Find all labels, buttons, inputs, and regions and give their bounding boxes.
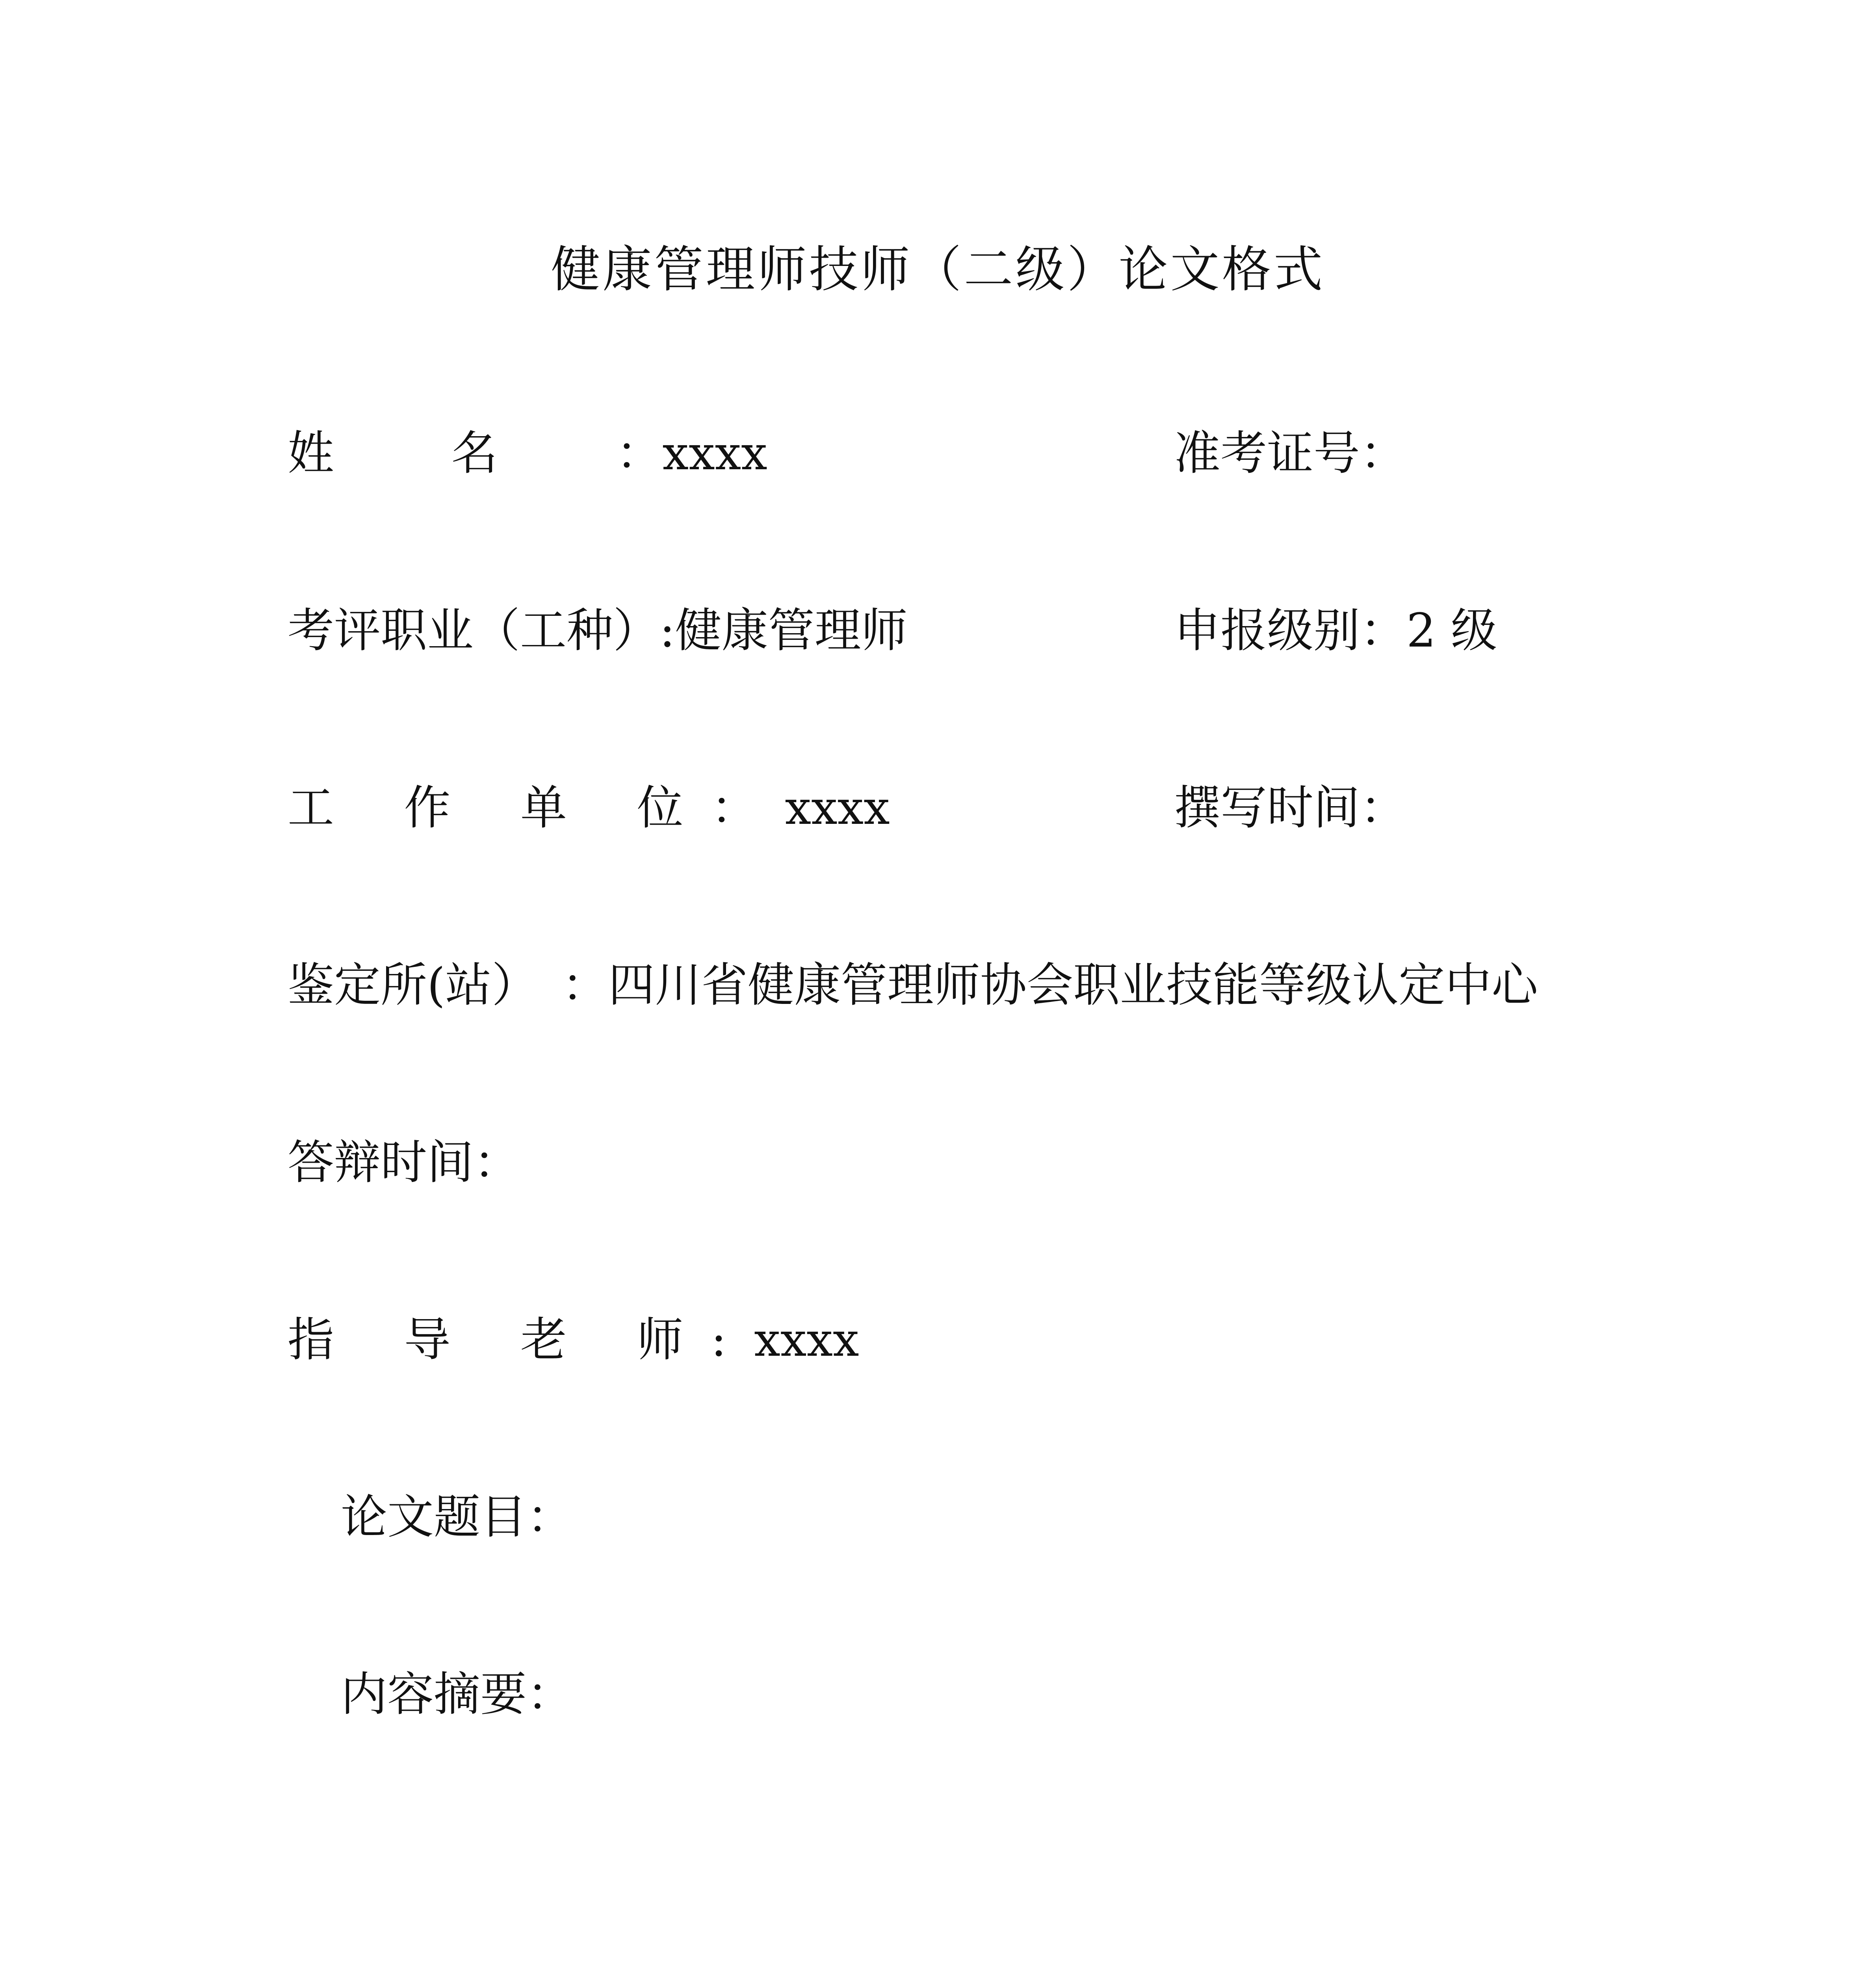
exam-id-label: 准考证号： bbox=[1174, 426, 1407, 480]
thesis-title-label: 论文题目： bbox=[341, 1490, 574, 1544]
exam-id-field bbox=[1174, 426, 1406, 481]
workplace-value: xxxx bbox=[785, 781, 890, 835]
abstract-field bbox=[341, 1667, 573, 1723]
thesis-title-field bbox=[341, 1489, 573, 1545]
defense-time-field bbox=[288, 1135, 520, 1191]
occupation-value: 健康管理师 bbox=[675, 603, 908, 658]
level-label: 申报级别： bbox=[1174, 603, 1407, 658]
writing-time-field bbox=[1174, 780, 1406, 836]
appraisal-station-field bbox=[288, 957, 1538, 1013]
document-title: 健康管理师技师（二级）论文格式 bbox=[551, 241, 1325, 298]
advisor-field bbox=[288, 1312, 859, 1368]
occupation-label: 考评职业（工种）: bbox=[288, 603, 675, 658]
level-value: 2 级 bbox=[1406, 603, 1497, 658]
abstract-label: 内容摘要： bbox=[341, 1667, 574, 1721]
name-separator: ： bbox=[616, 426, 663, 480]
occupation-field bbox=[288, 603, 908, 659]
defense-time-label: 答辩时间： bbox=[288, 1135, 520, 1189]
workplace-field bbox=[288, 780, 890, 836]
advisor-value: xxxx bbox=[754, 1312, 859, 1367]
appraisal-station-value: 四川省健康管理师协会职业技能等级认定中心 bbox=[608, 958, 1538, 1012]
appraisal-station-separator: ： bbox=[562, 958, 609, 1012]
name-label: 姓 名 bbox=[288, 426, 549, 480]
workplace-label: 工 作 单 位： bbox=[288, 781, 785, 835]
level-field bbox=[1174, 603, 1497, 659]
name-value: xxxx bbox=[662, 426, 767, 480]
appraisal-station-label: 鉴定所(站） bbox=[288, 958, 539, 1012]
advisor-label: 指 导 老 师: bbox=[288, 1312, 754, 1367]
writing-time-label: 撰写时间： bbox=[1174, 781, 1407, 835]
name-field bbox=[288, 426, 767, 481]
